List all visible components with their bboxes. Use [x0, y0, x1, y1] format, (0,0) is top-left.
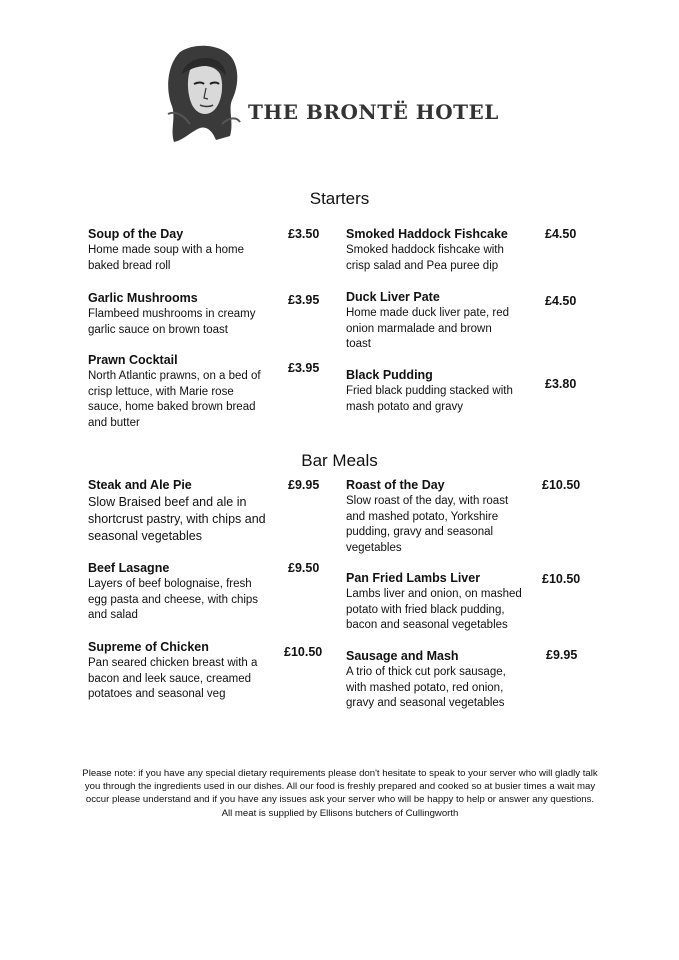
- supplier-note: All meat is supplied by Ellisons butchers of Cullingworth: [221, 807, 459, 819]
- menu-item: [346, 368, 522, 415]
- item-description: Fried black pudding stacked with mash potato and gravy: [346, 385, 513, 413]
- menu-item: [88, 561, 260, 624]
- menu-item: [346, 227, 516, 274]
- item-name: Beef Lasagne: [88, 561, 170, 575]
- menu-item: [346, 290, 516, 353]
- menu-item: [346, 571, 524, 634]
- item-price: £10.50: [542, 572, 581, 586]
- menu-item: [88, 291, 260, 338]
- item-price: £3.50: [288, 227, 320, 241]
- item-price: £3.95: [288, 361, 320, 375]
- item-name: Sausage and Mash: [346, 649, 459, 663]
- item-price: £9.95: [288, 478, 320, 492]
- item-description: North Atlantic prawns, on a bed of crisp lettuce, with Marie rose sauce, home baked brown bread and butter: [88, 370, 261, 429]
- item-description: Slow roast of the day, with roast and mashed potato, Yorkshire pudding, gravy and seasonal vegetables: [346, 495, 509, 554]
- item-description: Flambeed mushrooms in creamy garlic sauce on brown toast: [88, 308, 256, 336]
- dietary-note: [80, 767, 600, 820]
- item-description: A trio of thick cut pork sausage, with mashed potato, red onion, gravy and seasonal vegetables: [346, 666, 506, 709]
- menu-item: [88, 227, 260, 274]
- menu-item: [346, 478, 520, 556]
- dietary-note-text: Please note: if you have any special dietary requirements please don't hesitate to speak to your server who will gladly talk you through the ingredients used in our dishes. All our food is freshly prepared and cooked so at busier times a wait may occur please understand and if you have any issues ask your server who will be happy to help or answer any questions.: [82, 768, 598, 806]
- item-description: Home made soup with a home baked bread roll: [88, 244, 244, 272]
- item-name: Steak and Ale Pie: [88, 478, 192, 492]
- item-description: Pan seared chicken breast with a bacon and leek sauce, creamed potatoes and seasonal veg: [88, 657, 258, 700]
- item-price: £3.80: [545, 377, 577, 391]
- item-name: Soup of the Day: [88, 227, 184, 241]
- menu-item: [88, 640, 264, 703]
- item-price: £9.95: [546, 648, 578, 662]
- item-name: Pan Fried Lambs Liver: [346, 571, 481, 585]
- item-name: Black Pudding: [346, 368, 433, 382]
- menu-item: [88, 353, 264, 431]
- item-description: Slow Braised beef and ale in shortcrust pastry, with chips and seasonal vegetables: [88, 495, 266, 543]
- starters-heading: Starters: [309, 189, 370, 208]
- item-name: Roast of the Day: [346, 478, 445, 492]
- menu-item: [346, 649, 524, 712]
- item-price: £3.95: [288, 293, 320, 307]
- item-name: Garlic Mushrooms: [88, 291, 198, 305]
- hotel-name: THE BRONTË HOTEL: [248, 100, 499, 124]
- item-description: Home made duck liver pate, red onion marmalade and brown toast: [346, 307, 509, 350]
- item-description: Smoked haddock fishcake with crisp salad and Pea puree dip: [346, 244, 504, 272]
- bar-meals-heading: Bar Meals: [301, 451, 378, 470]
- item-price: £9.50: [288, 561, 320, 575]
- item-price: £10.50: [542, 478, 581, 492]
- item-description: Lambs liver and onion, on mashed potato with fried black pudding, bacon and seasonal vegetables: [346, 588, 522, 631]
- item-price: £4.50: [545, 294, 577, 308]
- portrait-engraving-icon: [160, 44, 244, 144]
- menu-item: [88, 478, 268, 545]
- hotel-logo: [160, 44, 520, 154]
- item-name: Prawn Cocktail: [88, 353, 178, 367]
- item-name: Supreme of Chicken: [88, 640, 209, 654]
- item-price: £10.50: [284, 645, 323, 659]
- item-name: Smoked Haddock Fishcake: [346, 227, 508, 241]
- item-name: Duck Liver Pate: [346, 290, 440, 304]
- item-price: £4.50: [545, 227, 577, 241]
- item-description: Layers of beef bolognaise, fresh egg pasta and cheese, with chips and salad: [88, 578, 259, 621]
